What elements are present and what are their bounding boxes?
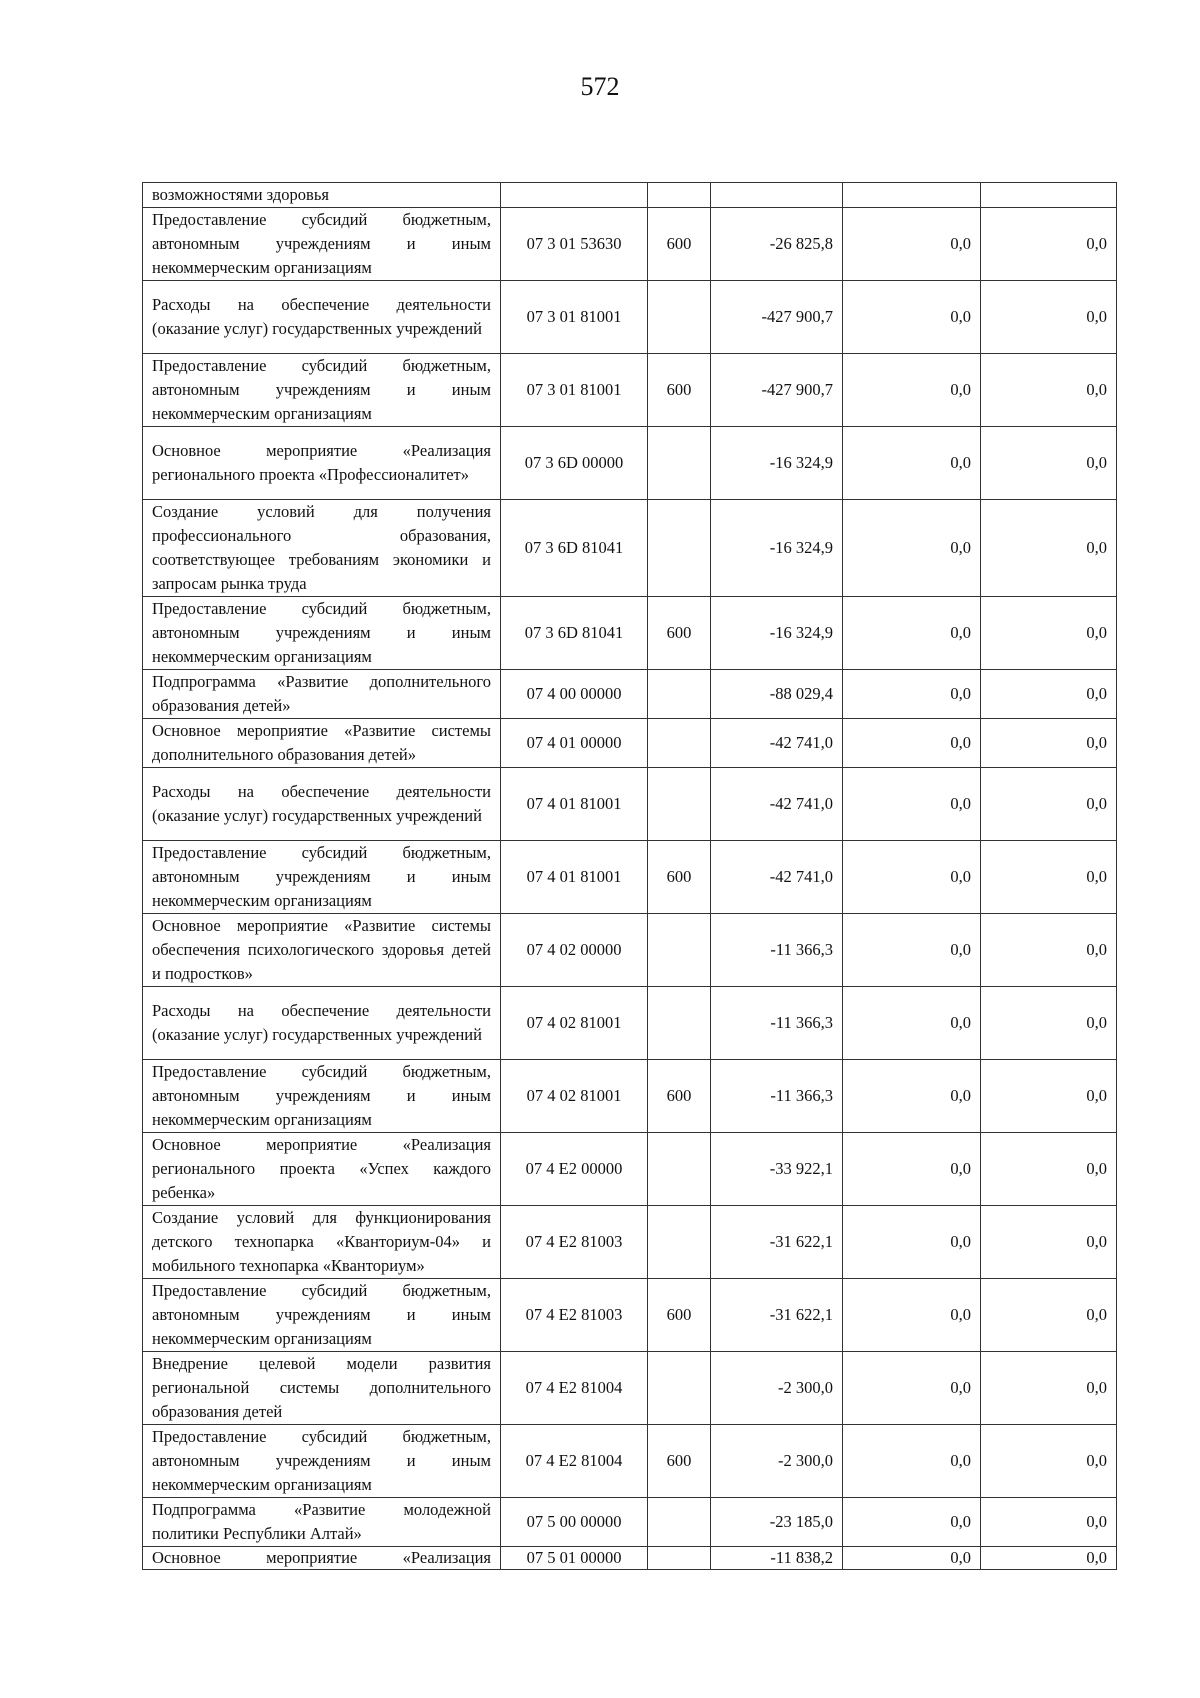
row-value-1-cell: -31 622,1: [711, 1279, 843, 1352]
row-type-cell: [648, 768, 711, 841]
table-row: [143, 768, 1117, 841]
row-code-cell: 07 4 00 00000: [501, 670, 648, 719]
row-value-3-cell: 0,0: [981, 500, 1117, 597]
row-type-cell: [648, 1498, 711, 1547]
row-value-2-cell: 0,0: [843, 427, 981, 500]
table-row: [143, 1060, 1117, 1133]
row-value-1-cell: -16 324,9: [711, 597, 843, 670]
row-name-cell: Подпрограмма «Развитие молодежной политики Республики Алтай»: [143, 1498, 501, 1547]
row-value-1-cell: [711, 183, 843, 208]
row-type-cell: 600: [648, 1425, 711, 1498]
row-name-cell: Внедрение целевой модели развития региональной системы дополнительного образования детей: [143, 1352, 501, 1425]
row-name-cell: Предоставление субсидий бюджетным, автономным учреждениям и иным некоммерческим организациям: [143, 1425, 501, 1498]
row-value-2-cell: 0,0: [843, 1425, 981, 1498]
row-value-3-cell: 0,0: [981, 1279, 1117, 1352]
row-value-1-cell: -26 825,8: [711, 208, 843, 281]
table-row: [143, 719, 1117, 768]
row-type-cell: 600: [648, 1279, 711, 1352]
table-row: [143, 1547, 1117, 1570]
row-code-cell: 07 4 E2 81003: [501, 1206, 648, 1279]
row-value-2-cell: 0,0: [843, 719, 981, 768]
row-code-cell: 07 3 6D 81041: [501, 500, 648, 597]
table-row: [143, 597, 1117, 670]
row-value-1-cell: -16 324,9: [711, 427, 843, 500]
row-value-2-cell: 0,0: [843, 1279, 981, 1352]
row-type-cell: [648, 1206, 711, 1279]
row-value-1-cell: -427 900,7: [711, 354, 843, 427]
row-name-cell: Основное мероприятие «Реализация регионального проекта «Успех каждого ребенка»: [143, 1133, 501, 1206]
row-value-3-cell: 0,0: [981, 354, 1117, 427]
row-code-cell: 07 4 E2 81004: [501, 1425, 648, 1498]
row-type-cell: [648, 1547, 711, 1570]
row-name-cell: Предоставление субсидий бюджетным, автономным учреждениям и иным некоммерческим организациям: [143, 597, 501, 670]
row-value-2-cell: 0,0: [843, 841, 981, 914]
budget-table-body: [143, 183, 1117, 1570]
row-value-2-cell: 0,0: [843, 1133, 981, 1206]
row-value-2-cell: 0,0: [843, 768, 981, 841]
row-value-1-cell: -2 300,0: [711, 1352, 843, 1425]
row-value-3-cell: 0,0: [981, 719, 1117, 768]
row-name-cell: Предоставление субсидий бюджетным, автономным учреждениям и иным некоммерческим организациям: [143, 1060, 501, 1133]
row-value-2-cell: 0,0: [843, 500, 981, 597]
row-name-cell: Основное мероприятие «Развитие системы обеспечения психологического здоровья детей и подростков»: [143, 914, 501, 987]
row-value-3-cell: 0,0: [981, 841, 1117, 914]
row-name-cell: возможностями здоровья: [143, 183, 501, 208]
row-value-1-cell: -16 324,9: [711, 500, 843, 597]
row-name-cell: Основное мероприятие «Реализация: [143, 1547, 501, 1570]
row-code-cell: 07 4 02 81001: [501, 987, 648, 1060]
row-type-cell: 600: [648, 841, 711, 914]
table-row: [143, 987, 1117, 1060]
row-value-3-cell: 0,0: [981, 670, 1117, 719]
table-row: [143, 841, 1117, 914]
row-type-cell: [648, 719, 711, 768]
row-value-2-cell: 0,0: [843, 914, 981, 987]
row-code-cell: 07 3 01 81001: [501, 354, 648, 427]
row-value-2-cell: 0,0: [843, 281, 981, 354]
table-row: [143, 354, 1117, 427]
row-value-3-cell: 0,0: [981, 1206, 1117, 1279]
row-value-2-cell: 0,0: [843, 597, 981, 670]
row-type-cell: [648, 1352, 711, 1425]
row-name-cell: Подпрограмма «Развитие дополнительного образования детей»: [143, 670, 501, 719]
row-value-2-cell: 0,0: [843, 208, 981, 281]
row-value-2-cell: 0,0: [843, 1352, 981, 1425]
row-name-cell: Расходы на обеспечение деятельности (оказание услуг) государственных учреждений: [143, 768, 501, 841]
row-value-1-cell: -11 366,3: [711, 1060, 843, 1133]
row-type-cell: [648, 500, 711, 597]
table-row: [143, 670, 1117, 719]
row-value-1-cell: -42 741,0: [711, 768, 843, 841]
table-row: [143, 1133, 1117, 1206]
row-code-cell: 07 4 E2 81003: [501, 1279, 648, 1352]
row-code-cell: 07 3 01 81001: [501, 281, 648, 354]
row-name-cell: Предоставление субсидий бюджетным, автономным учреждениям и иным некоммерческим организациям: [143, 841, 501, 914]
row-value-2-cell: 0,0: [843, 354, 981, 427]
row-value-3-cell: 0,0: [981, 914, 1117, 987]
row-type-cell: [648, 183, 711, 208]
row-code-cell: 07 3 6D 00000: [501, 427, 648, 500]
row-value-3-cell: 0,0: [981, 1133, 1117, 1206]
row-type-cell: [648, 987, 711, 1060]
row-code-cell: 07 4 E2 81004: [501, 1352, 648, 1425]
row-type-cell: [648, 427, 711, 500]
row-type-cell: 600: [648, 354, 711, 427]
row-value-2-cell: 0,0: [843, 1206, 981, 1279]
row-value-3-cell: 0,0: [981, 1498, 1117, 1547]
row-value-1-cell: -23 185,0: [711, 1498, 843, 1547]
row-value-3-cell: 0,0: [981, 768, 1117, 841]
row-value-2-cell: 0,0: [843, 1547, 981, 1570]
table-row: [143, 427, 1117, 500]
page-number: 572: [580, 72, 620, 101]
row-value-2-cell: 0,0: [843, 1060, 981, 1133]
row-type-cell: 600: [648, 597, 711, 670]
table-row: [143, 1206, 1117, 1279]
row-value-1-cell: -31 622,1: [711, 1206, 843, 1279]
row-code-cell: 07 5 00 00000: [501, 1498, 648, 1547]
row-value-1-cell: -11 838,2: [711, 1547, 843, 1570]
row-code-cell: 07 5 01 00000: [501, 1547, 648, 1570]
table-row: [143, 1279, 1117, 1352]
row-name-cell: Предоставление субсидий бюджетным, автономным учреждениям и иным некоммерческим организациям: [143, 208, 501, 281]
row-code-cell: 07 4 01 81001: [501, 841, 648, 914]
row-type-cell: [648, 1133, 711, 1206]
row-value-3-cell: [981, 183, 1117, 208]
row-code-cell: 07 3 6D 81041: [501, 597, 648, 670]
row-code-cell: 07 4 01 81001: [501, 768, 648, 841]
row-value-3-cell: 0,0: [981, 281, 1117, 354]
row-code-cell: 07 4 02 81001: [501, 1060, 648, 1133]
budget-table: [142, 182, 1117, 1570]
row-value-2-cell: 0,0: [843, 670, 981, 719]
row-value-2-cell: 0,0: [843, 1498, 981, 1547]
table-row: [143, 183, 1117, 208]
row-value-3-cell: 0,0: [981, 597, 1117, 670]
table-row: [143, 914, 1117, 987]
row-value-3-cell: 0,0: [981, 1547, 1117, 1570]
row-name-cell: Предоставление субсидий бюджетным, автономным учреждениям и иным некоммерческим организациям: [143, 354, 501, 427]
row-code-cell: [501, 183, 648, 208]
row-value-2-cell: [843, 183, 981, 208]
row-value-1-cell: -42 741,0: [711, 719, 843, 768]
row-type-cell: [648, 670, 711, 719]
row-name-cell: Основное мероприятие «Развитие системы дополнительного образования детей»: [143, 719, 501, 768]
row-name-cell: Расходы на обеспечение деятельности (оказание услуг) государственных учреждений: [143, 987, 501, 1060]
table-row: [143, 500, 1117, 597]
table-row: [143, 208, 1117, 281]
row-value-3-cell: 0,0: [981, 987, 1117, 1060]
row-value-1-cell: -427 900,7: [711, 281, 843, 354]
row-name-cell: Создание условий для функционирования детского технопарка «Кванториум-04» и мобильного технопарка «Кванториум»: [143, 1206, 501, 1279]
row-value-3-cell: 0,0: [981, 1425, 1117, 1498]
row-type-cell: [648, 914, 711, 987]
row-name-cell: Создание условий для получения профессионального образования, соответствующее требованиям экономики и запросам рынка труда: [143, 500, 501, 597]
row-name-cell: Расходы на обеспечение деятельности (оказание услуг) государственных учреждений: [143, 281, 501, 354]
table-row: [143, 1352, 1117, 1425]
row-type-cell: [648, 281, 711, 354]
row-name-cell: Предоставление субсидий бюджетным, автономным учреждениям и иным некоммерческим организациям: [143, 1279, 501, 1352]
row-code-cell: 07 4 02 00000: [501, 914, 648, 987]
table-row: [143, 1498, 1117, 1547]
row-value-1-cell: -11 366,3: [711, 914, 843, 987]
row-name-cell: Основное мероприятие «Реализация регионального проекта «Профессионалитет»: [143, 427, 501, 500]
table-row: [143, 1425, 1117, 1498]
row-value-3-cell: 0,0: [981, 1060, 1117, 1133]
row-value-1-cell: -33 922,1: [711, 1133, 843, 1206]
row-value-1-cell: -2 300,0: [711, 1425, 843, 1498]
row-type-cell: 600: [648, 208, 711, 281]
row-value-3-cell: 0,0: [981, 427, 1117, 500]
row-code-cell: 07 4 E2 00000: [501, 1133, 648, 1206]
row-value-3-cell: 0,0: [981, 1352, 1117, 1425]
row-value-3-cell: 0,0: [981, 208, 1117, 281]
table-row: [143, 281, 1117, 354]
row-value-1-cell: -88 029,4: [711, 670, 843, 719]
row-value-2-cell: 0,0: [843, 987, 981, 1060]
row-type-cell: 600: [648, 1060, 711, 1133]
row-code-cell: 07 4 01 00000: [501, 719, 648, 768]
row-code-cell: 07 3 01 53630: [501, 208, 648, 281]
row-value-1-cell: -42 741,0: [711, 841, 843, 914]
row-value-1-cell: -11 366,3: [711, 987, 843, 1060]
